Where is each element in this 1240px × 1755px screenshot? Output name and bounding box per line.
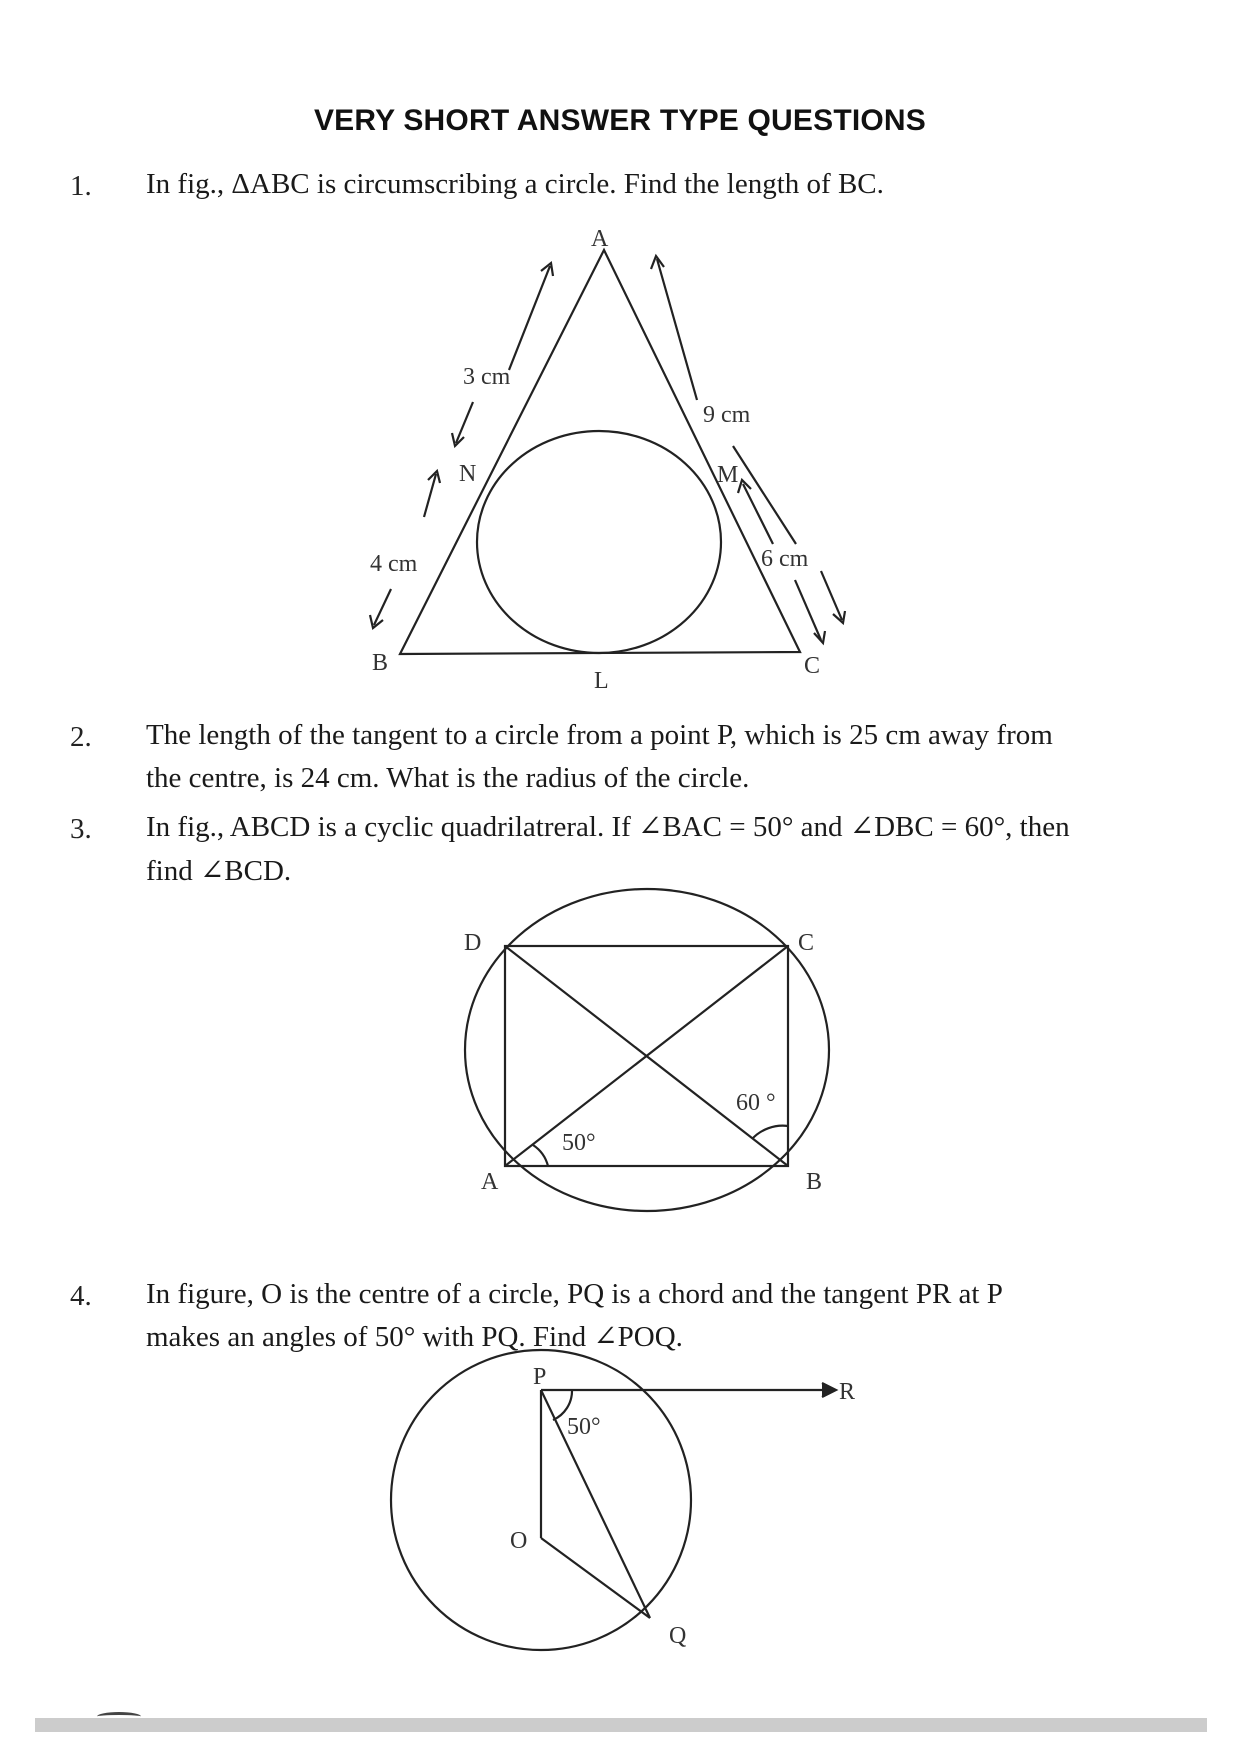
vertex-b-label: B	[806, 1169, 823, 1195]
question-3-line-2: find ∠BCD.	[146, 855, 292, 887]
question-4-line-1: In figure, O is the centre of a circle, PQ is a chord and the tangent PR at P	[146, 1278, 1003, 1310]
angle-arc-p	[553, 1390, 572, 1420]
incircle	[477, 431, 721, 653]
label-4cm: 4 cm	[370, 551, 418, 577]
angle-bac-label: 50°	[562, 1130, 596, 1156]
label-9cm: 9 cm	[703, 402, 751, 428]
radius-oq	[541, 1538, 650, 1618]
angle-dbc-label: 60 °	[736, 1090, 776, 1116]
point-l-label: L	[594, 668, 609, 694]
triangle-abc	[400, 250, 800, 654]
diagonal-bd	[505, 946, 788, 1166]
vertex-a-label: A	[481, 1169, 499, 1195]
question-4-line-2: makes an angles of 50° with PQ. Find ∠POQ.	[146, 1321, 683, 1353]
point-r-label: R	[839, 1379, 856, 1405]
chord-pq	[541, 1390, 650, 1618]
question-3-line-1: In fig., ABCD is a cyclic quadrilatreral. If ∠BAC = 50° and ∠DBC = 60°, then	[146, 811, 1070, 843]
vertex-c-label: C	[798, 930, 815, 956]
diagonal-ac	[505, 946, 788, 1166]
circumcircle	[465, 889, 829, 1211]
point-q-label: Q	[669, 1623, 687, 1649]
angle-50-label: 50°	[567, 1414, 601, 1440]
page-bottom-divider	[35, 1718, 1207, 1732]
question-1-text: In fig., ΔABC is circumscribing a circle. Find the length of BC.	[146, 168, 884, 200]
circle-o	[391, 1350, 691, 1650]
angle-arc-b	[752, 1126, 788, 1139]
vertex-c-label: C	[804, 653, 821, 679]
vertex-b-label: B	[372, 650, 389, 676]
question-1-number: 1.	[70, 170, 92, 202]
section-heading: VERY SHORT ANSWER TYPE QUESTIONS	[313, 104, 927, 137]
rectangle-abcd	[505, 946, 788, 1166]
question-2-line-1: The length of the tangent to a circle from a point P, which is 25 cm away from	[146, 719, 1053, 751]
point-n-label: N	[459, 461, 477, 487]
question-4-number: 4.	[70, 1280, 92, 1312]
label-6cm: 6 cm	[761, 546, 809, 572]
vertex-d-label: D	[464, 930, 482, 956]
vertex-a-label: A	[591, 226, 609, 252]
point-o-label: O	[510, 1528, 528, 1554]
question-3-number: 3.	[70, 813, 92, 845]
point-p-label: P	[533, 1364, 547, 1390]
arrowhead-r	[822, 1383, 836, 1397]
question-2-number: 2.	[70, 721, 92, 753]
label-3cm: 3 cm	[463, 364, 511, 390]
point-m-label: M	[717, 462, 739, 488]
angle-arc-a	[533, 1145, 548, 1166]
question-2-line-2: the centre, is 24 cm. What is the radius of the circle.	[146, 762, 750, 794]
